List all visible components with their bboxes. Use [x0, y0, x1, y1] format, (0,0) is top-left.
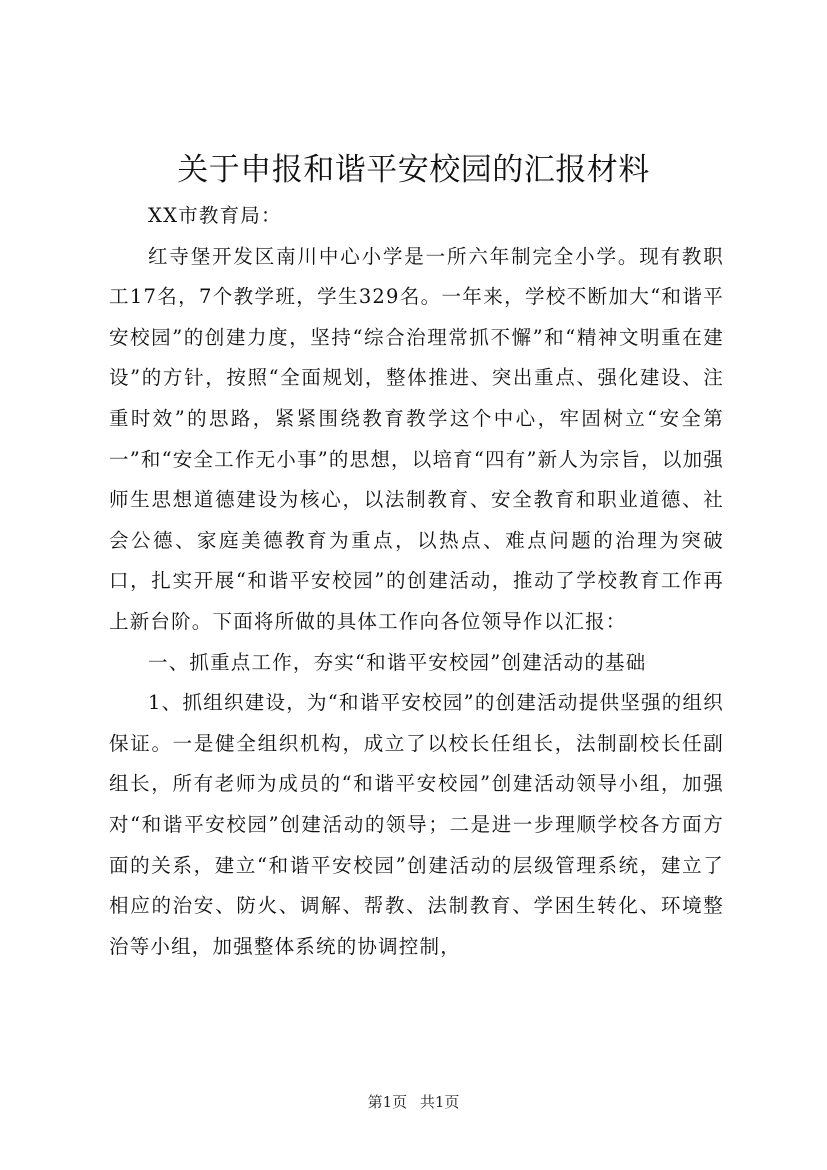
document-title: 关于申报和谐平安校园的汇报材料 [177, 152, 650, 188]
page-number: 第1页 [367, 1093, 408, 1111]
page-total: 共1页 [419, 1093, 460, 1111]
paragraph-intro: 红寺堡开发区南川中心小学是一所六年制完全小学。现有教职工17名，7个教学班，学生329名。一年来，学校不断加大“和谐平安校园”的创建力度，坚持“综合治理常抓不懈”和“精神文明重在建设”的方针，按照“全面规划，整体推进、突出重点、强化建设、注重时效”的思路，紧紧围绕教育教学这个中心，牢固树立“安全第一”和“安全工作无小事”的思想，以培育“四有”新人为宗旨，以加强师生思想道德建设为核心，以法制教育、安全教育和职业道德、社会公德、家庭美德教育为重点，以热点、难点问题的治理为突破口，扎实开展“和谐平安校园”的创建活动，推动了学校教育工作再上新台阶。下面将所做的具体工作向各位领导作以汇报： [109, 244, 724, 633]
section-heading-1: 一、抓重点工作，夯实“和谐平安校园”创建活动的基础 [148, 650, 647, 674]
addressee-line: XX市教育局： [148, 204, 282, 227]
paragraph-organization: 1、抓组织建设，为“和谐平安校园”的创建活动提供坚强的组织保证。一是健全组织机构，成立了以校长任组长，法制副校长任副组长，所有老师为成员的“和谐平安校园”创建活动领导小组，加强对“和谐平安校园”创建活动的领导；二是进一步理顺学校各方面方面的关系，建立“和谐平安校园”创建活动的层级管理系统，建立了相应的治安、防火、调解、帮教、法制教育、学困生转化、环境整治等小组，加强整体系统的协调控制， [109, 691, 724, 958]
page-footer [0, 1092, 827, 1112]
document-body [109, 176, 724, 967]
